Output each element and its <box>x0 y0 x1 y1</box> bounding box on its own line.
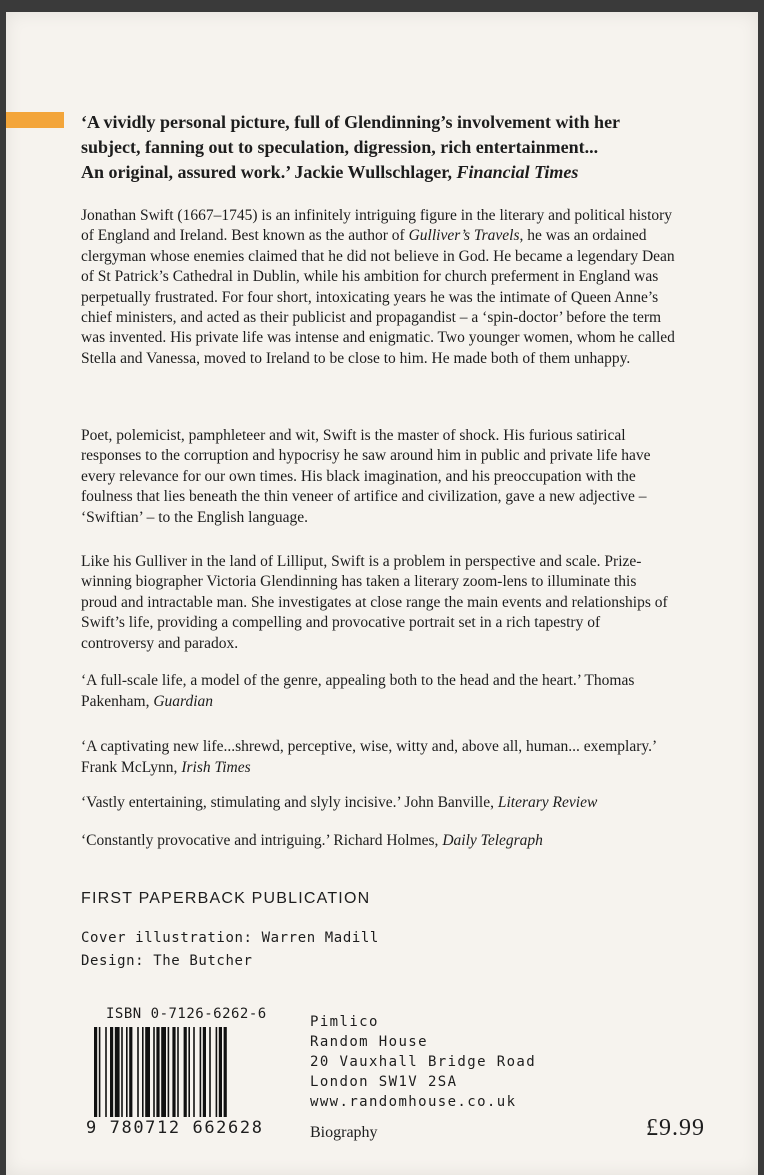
publisher-line-2: 20 Vauxhall Bridge Road <box>310 1054 537 1070</box>
barcode-bar <box>161 1027 166 1117</box>
barcode-bar <box>177 1027 179 1117</box>
publisher-line-3: London SW1V 2SA <box>310 1074 458 1090</box>
book-back-cover <box>6 12 758 1175</box>
barcode <box>92 1027 278 1127</box>
barcode-bar <box>145 1027 150 1117</box>
review-quote-mclynn <box>81 736 681 778</box>
barcode-bar <box>209 1027 211 1117</box>
barcode-bar <box>105 1027 107 1117</box>
publisher-line-1: Random House <box>310 1034 428 1050</box>
blurb-paragraph-3: Like his Gulliver in the land of Lilliput, Swift is a problem in perspective and scale. Prize-winning biographer Victoria Glendinning has taken a literary zoom-lens to illuminate this proud and intractable man. She investigates at close range the main events and relationships of Swift’s life, providing a compelling and provocative portrait set in a rich tapestry of controversy and paradox. <box>81 553 668 652</box>
review-quote-holmes <box>81 830 681 851</box>
barcode-bar <box>193 1027 195 1117</box>
blurb-p1-part2: , he was an ordained clergyman whose enemies claimed that he did not believe in God. He became a legendary Dean of St Patrick’s Cathedral in Dublin, while his ambition for church preferment in England was perpetually frustrated. For four short, intoxicating years he was the intimate of Queen Anne’s chief ministers, and acted as their publicist and propagandist – a ‘spin-doctor’ before the term was invented. His private life was intense and enigmatic. Two younger women, whom he called Stella and Vanessa, moved to Ireland to be close to him. He made both of them unhappy. <box>81 227 675 367</box>
blurb-paragraph-1 <box>81 206 676 369</box>
cover-illustration-credit: Cover illustration: Warren Madill <box>81 930 379 946</box>
publisher-address <box>310 1012 536 1112</box>
barcode-bar <box>153 1027 155 1117</box>
blurb-paragraph-2: Poet, polemicist, pamphleteer and wit, Swift is the master of shock. His furious satirical responses to the corruption and hypocrisy he saw around him in public and private life have every relevance for our own times. His black imagination, and his preoccupation with the foulness that lies beneath the thin veneer of artifice and civilization, gave a new adjective – ‘Swiftian’ – to the English language. <box>81 427 651 526</box>
lead-quote-source: Financial Times <box>456 162 579 182</box>
lead-review-quote <box>81 110 701 185</box>
barcode-bar <box>172 1027 175 1117</box>
barcode-bar <box>129 1027 132 1117</box>
category-label: Biography <box>310 1124 378 1141</box>
accent-bar <box>6 112 64 128</box>
design-credit: Design: The Butcher <box>81 953 253 969</box>
blurb-p1-part1: Jonathan Swift (1667–1745) is an infinitely intriguing figure in the literary and political history of England and Ireland. Best known as the author of <box>81 207 673 245</box>
barcode-bar <box>99 1027 101 1117</box>
quote-source: Guardian <box>153 693 214 710</box>
quote-source: Daily Telegraph <box>442 832 543 849</box>
barcode-bar <box>216 1027 218 1117</box>
lead-quote-line-2: subject, fanning out to speculation, digression, rich entertainment... <box>81 137 599 157</box>
barcode-bar <box>126 1027 128 1117</box>
quote-source: Irish Times <box>181 759 251 776</box>
quote-text: ‘Constantly provocative and intriguing.’ Richard Holmes, <box>81 832 443 849</box>
book-title-gullivers-travels: Gulliver’s Travels <box>408 227 520 245</box>
barcode-digits: 9 780712 662628 <box>86 1118 264 1138</box>
barcode-bar <box>156 1027 159 1117</box>
review-quote-pakenham <box>81 670 681 712</box>
barcode-bar <box>188 1027 190 1117</box>
barcode-bar <box>200 1027 202 1117</box>
barcode-bar <box>168 1027 170 1117</box>
first-paperback-label: FIRST PAPERBACK PUBLICATION <box>81 890 371 907</box>
barcode-bar <box>142 1027 144 1117</box>
barcode-bar <box>121 1027 123 1117</box>
review-quote-banville <box>81 792 681 813</box>
publisher-website[interactable]: www.randomhouse.co.uk <box>310 1094 517 1110</box>
lead-quote-line-3 <box>81 160 701 185</box>
barcode-bar <box>219 1027 222 1117</box>
publisher-name: Pimlico <box>310 1014 379 1030</box>
quote-text: ‘Vastly entertaining, stimulating and slyly incisive.’ John Banville, <box>81 794 498 811</box>
barcode-bar <box>184 1027 187 1117</box>
lead-quote-line-1: ‘A vividly personal picture, full of Glendinning’s involvement with her <box>81 112 621 132</box>
isbn-label: ISBN 0-7126-6262-6 <box>106 1006 267 1022</box>
quote-text: ‘A captivating new life...shrewd, perceptive, wise, witty and, above all, human... exemplary.’ Frank McLynn, <box>81 738 657 776</box>
lead-quote-attribution: An original, assured work.’ Jackie Wullschlager, <box>81 162 457 182</box>
barcode-bar <box>224 1027 227 1117</box>
quote-source: Literary Review <box>497 794 598 811</box>
quote-text: ‘A full-scale life, a model of the genre, appealing both to the head and the heart.’ Thomas Pakenham, <box>81 672 635 710</box>
barcode-bar <box>94 1027 97 1117</box>
barcode-bar <box>137 1027 139 1117</box>
barcode-bar <box>110 1027 113 1117</box>
barcode-bar <box>115 1027 120 1117</box>
barcode-bar <box>203 1027 206 1117</box>
price-label: £9.99 <box>646 1115 705 1141</box>
